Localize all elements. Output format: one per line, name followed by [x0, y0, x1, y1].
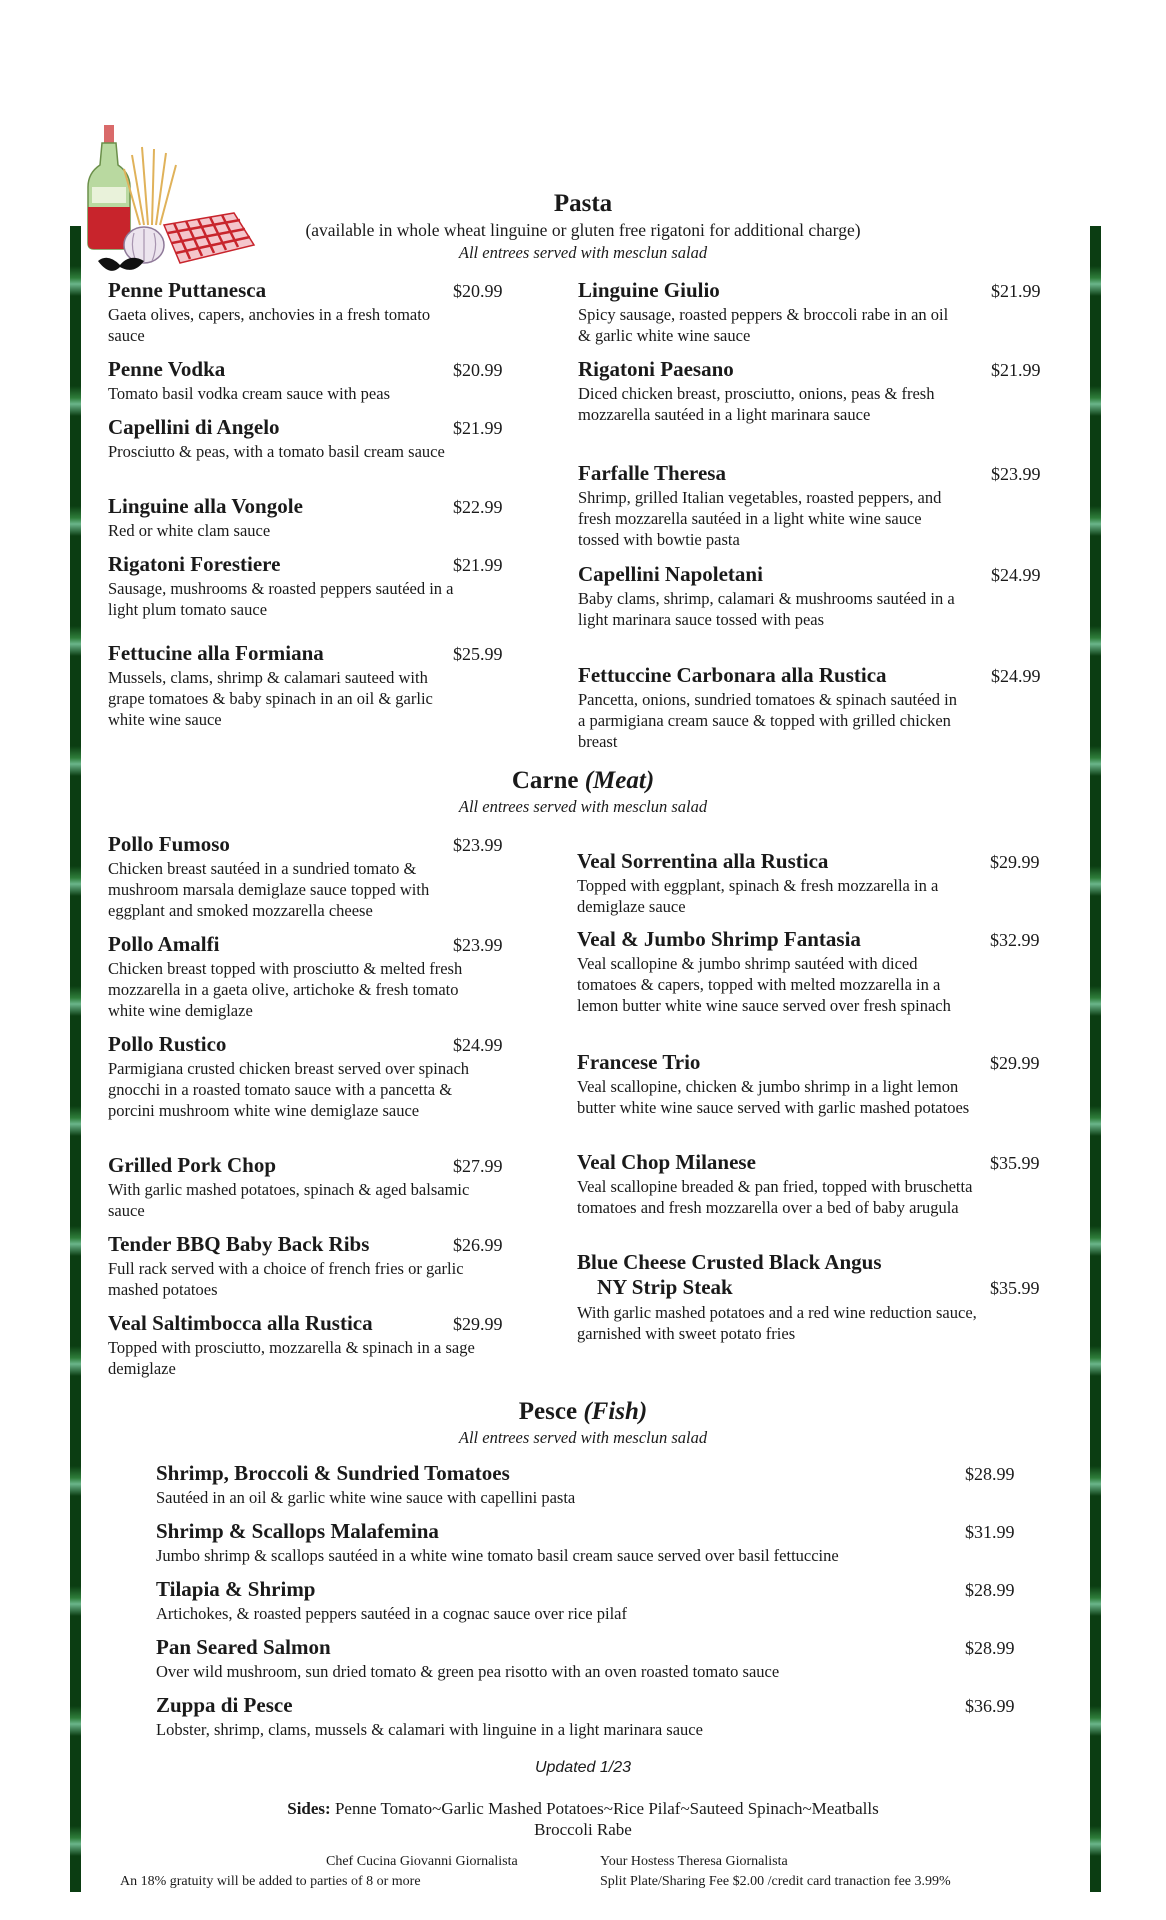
menu-item: [577, 1050, 977, 1118]
menu-item: [108, 278, 456, 346]
item-name: Fettucine alla Formiana: [108, 641, 324, 665]
item-name: Penne Puttanesca: [108, 278, 267, 302]
item-description: Gaeta olives, capers, anchovies in a fresh tomato sauce: [108, 305, 431, 345]
pesce-section-title: Pesce (Fish): [518, 1398, 648, 1425]
menu-item: [578, 663, 962, 752]
menu-item: [578, 278, 962, 346]
menu-item: [108, 1153, 478, 1221]
item-name-line2: NY Strip Steak: [597, 1275, 733, 1299]
item-description: Pancetta, onions, sundried tomatoes & spinach sautéed in a parmigiana cream sauce & topped with grilled chicken breast: [578, 690, 957, 751]
item-name: Tender BBQ Baby Back Ribs: [108, 1232, 370, 1256]
menu-item: [577, 1250, 977, 1344]
item-description: Veal scallopine breaded & pan fried, topped with bruschetta tomatoes and fresh mozzarella over a bed of baby arugula: [577, 1177, 973, 1217]
item-price: $31.99: [965, 1522, 1015, 1542]
menu-item: [578, 562, 962, 630]
item-price: $29.99: [990, 1053, 1040, 1073]
menu-item: [108, 357, 456, 404]
item-name: Shrimp, Broccoli & Sundried Tomatoes: [156, 1461, 510, 1485]
item-price: $35.99: [990, 1278, 1040, 1298]
menu-item: [108, 1232, 478, 1300]
menu-item: [156, 1519, 956, 1566]
updated-date: Updated 1/23: [534, 1759, 632, 1776]
hostess-credit: Your Hostess Theresa Giornalista: [600, 1854, 788, 1869]
sides-label: Sides:: [287, 1799, 331, 1818]
item-description: Over wild mushroom, sun dried tomato & green pea risotto with an oven roasted tomato sauce: [156, 1662, 780, 1681]
item-price: $20.99: [453, 281, 503, 301]
item-description: With garlic mashed potatoes and a red wine reduction sauce, garnished with sweet potato fries: [577, 1303, 977, 1343]
item-description: Artichokes, & roasted peppers sautéed in a cognac sauce over rice pilaf: [156, 1604, 627, 1623]
pasta-availability-note: (available in whole wheat linguine or gluten free rigatoni for additional charge): [305, 220, 861, 240]
item-price: $22.99: [453, 497, 503, 517]
menu-item: [108, 1311, 478, 1379]
item-description: Chicken breast sautéed in a sundried tomato & mushroom marsala demiglaze sauce topped with eggplant and smoked mozzarella cheese: [108, 859, 430, 920]
item-description: Topped with eggplant, spinach & fresh mozzarella in a demiglaze sauce: [577, 876, 939, 916]
item-price: $23.99: [453, 835, 503, 855]
menu-item: [108, 494, 456, 541]
item-price: $29.99: [453, 1314, 503, 1334]
item-description: Lobster, shrimp, clams, mussels & calamari with linguine in a light marinara sauce: [156, 1720, 703, 1739]
right-border-stripe: [1090, 226, 1101, 1892]
menu-item: [156, 1693, 956, 1740]
item-description: Red or white clam sauce: [108, 521, 271, 540]
item-name: Pollo Fumoso: [108, 832, 230, 856]
item-name: Tilapia & Shrimp: [156, 1577, 316, 1601]
menu-item: [108, 1032, 478, 1121]
item-name: Veal & Jumbo Shrimp Fantasia: [577, 927, 861, 951]
item-description: Veal scallopine, chicken & jumbo shrimp in a light lemon butter white wine sauce served with garlic mashed potatoes: [577, 1077, 970, 1117]
item-name: Linguine alla Vongole: [108, 494, 303, 518]
item-name: Pollo Amalfi: [108, 932, 220, 956]
menu-item: [156, 1577, 956, 1624]
item-price: $36.99: [965, 1696, 1015, 1716]
menu-item: [156, 1461, 956, 1508]
sides-text: Penne Tomato~Garlic Mashed Potatoes~Rice Pilaf~Sauteed Spinach~Meatballs: [334, 1799, 879, 1818]
menu-item: [108, 415, 456, 462]
item-description: With garlic mashed potatoes, spinach & aged balsamic sauce: [108, 1180, 470, 1220]
item-description: Topped with prosciutto, mozzarella & spinach in a sage demiglaze: [108, 1338, 475, 1378]
pasta-served-note: All entrees served with mesclun salad: [458, 243, 708, 262]
item-description: Shrimp, grilled Italian vegetables, roasted peppers, and fresh mozzarella sautéed in a light white wine sauce tossed with bowtie pasta: [578, 488, 942, 549]
menu-item: [578, 461, 962, 550]
item-name: Veal Chop Milanese: [577, 1150, 756, 1174]
menu-item: [577, 1150, 977, 1218]
item-name: Blue Cheese Crusted Black Angus: [577, 1250, 882, 1274]
sides-text-line2: Broccoli Rabe: [534, 1820, 632, 1839]
item-name: Zuppa di Pesce: [156, 1693, 293, 1717]
item-price: $24.99: [453, 1035, 503, 1055]
item-price: $21.99: [991, 281, 1041, 301]
item-price: $21.99: [453, 418, 503, 438]
item-description: Parmigiana crusted chicken breast served over spinach gnocchi in a roasted tomato sauce with a pancetta & porcini mushroom white wine demiglaze sauce: [108, 1059, 470, 1120]
item-price: $21.99: [453, 555, 503, 575]
item-description: Jumbo shrimp & scallops sautéed in a white wine tomato basil cream sauce served over basil fettuccine: [156, 1546, 839, 1565]
item-description: Sautéed in an oil & garlic white wine sauce with capellini pasta: [156, 1488, 576, 1507]
item-price: $24.99: [991, 666, 1041, 686]
item-price: $29.99: [990, 852, 1040, 872]
item-description: Spicy sausage, roasted peppers & broccoli rabe in an oil & garlic white wine sauce: [578, 305, 949, 345]
item-name: Fettuccine Carbonara alla Rustica: [578, 663, 887, 687]
item-name: Veal Sorrentina alla Rustica: [577, 849, 829, 873]
item-price: $20.99: [453, 360, 503, 380]
item-description: Mussels, clams, shrimp & calamari sauteed with grape tomatoes & baby spinach in an oil & garlic white wine sauce: [108, 668, 433, 729]
item-description: Tomato basil vodka cream sauce with peas: [108, 384, 390, 403]
item-name: Capellini Napoletani: [578, 562, 763, 586]
item-price: $26.99: [453, 1235, 503, 1255]
menu-item: [156, 1635, 956, 1682]
item-name: Linguine Giulio: [578, 278, 720, 302]
item-name: Shrimp & Scallops Malafemina: [156, 1519, 439, 1543]
menu-item: [577, 849, 977, 917]
item-price: $28.99: [965, 1638, 1015, 1658]
carne-served-note: All entrees served with mesclun salad: [458, 797, 708, 816]
item-name: Rigatoni Forestiere: [108, 552, 281, 576]
item-description: Prosciutto & peas, with a tomato basil cream sauce: [108, 442, 445, 461]
menu-item: [108, 641, 456, 730]
item-description: Diced chicken breast, prosciutto, onions, peas & fresh mozzarella sautéed in a light marinara sauce: [578, 384, 935, 424]
pasta-section-title: Pasta: [553, 190, 613, 217]
item-price: $21.99: [991, 360, 1041, 380]
item-description: Full rack served with a choice of french fries or garlic mashed potatoes: [108, 1259, 464, 1299]
item-description: Veal scallopine & jumbo shrimp sautéed with diced tomatoes & capers, topped with melted mozzarella in a lemon butter white wine sauce served over fresh spinach: [577, 954, 951, 1015]
item-name: Veal Saltimbocca alla Rustica: [108, 1311, 373, 1335]
item-name: Pollo Rustico: [108, 1032, 227, 1056]
fees-note: Split Plate/Sharing Fee $2.00 /credit card tranaction fee 3.99%: [600, 1874, 951, 1889]
gratuity-note: An 18% gratuity will be added to parties of 8 or more: [120, 1874, 421, 1889]
menu-item: [577, 927, 977, 1016]
left-border-stripe: [70, 226, 81, 1892]
item-price: $25.99: [453, 644, 503, 664]
item-price: $24.99: [991, 565, 1041, 585]
item-description: Chicken breast topped with prosciutto & melted fresh mozzarella in a gaeta olive, artichoke & fresh tomato white wine demiglaze: [108, 959, 463, 1020]
item-name: Farfalle Theresa: [578, 461, 726, 485]
menu-item: [108, 932, 478, 1021]
item-price: $23.99: [991, 464, 1041, 484]
item-price: $27.99: [453, 1156, 503, 1176]
item-price: $23.99: [453, 935, 503, 955]
menu-item: [578, 357, 962, 425]
item-price: $35.99: [990, 1153, 1040, 1173]
item-name: Capellini di Angelo: [108, 415, 280, 439]
item-name: Grilled Pork Chop: [108, 1153, 277, 1177]
pesce-served-note: All entrees served with mesclun salad: [458, 1428, 708, 1447]
carne-section-title: Carne (Meat): [511, 767, 655, 794]
item-price: $28.99: [965, 1464, 1015, 1484]
item-name: Rigatoni Paesano: [578, 357, 734, 381]
chef-credit: Chef Cucina Giovanni Giornalista: [326, 1854, 518, 1869]
item-name: Francese Trio: [577, 1050, 701, 1074]
sides-list: [200, 1798, 966, 1840]
item-description: Sausage, mushrooms & roasted peppers sautéed in a light plum tomato sauce: [108, 579, 454, 619]
menu-item: [108, 832, 478, 921]
item-description: Baby clams, shrimp, calamari & mushrooms sautéed in a light marinara sauce tossed with peas: [578, 589, 955, 629]
menu-item: [108, 552, 456, 620]
item-name: Pan Seared Salmon: [156, 1635, 331, 1659]
item-price: $32.99: [990, 930, 1040, 950]
item-price: $28.99: [965, 1580, 1015, 1600]
item-name: Penne Vodka: [108, 357, 226, 381]
